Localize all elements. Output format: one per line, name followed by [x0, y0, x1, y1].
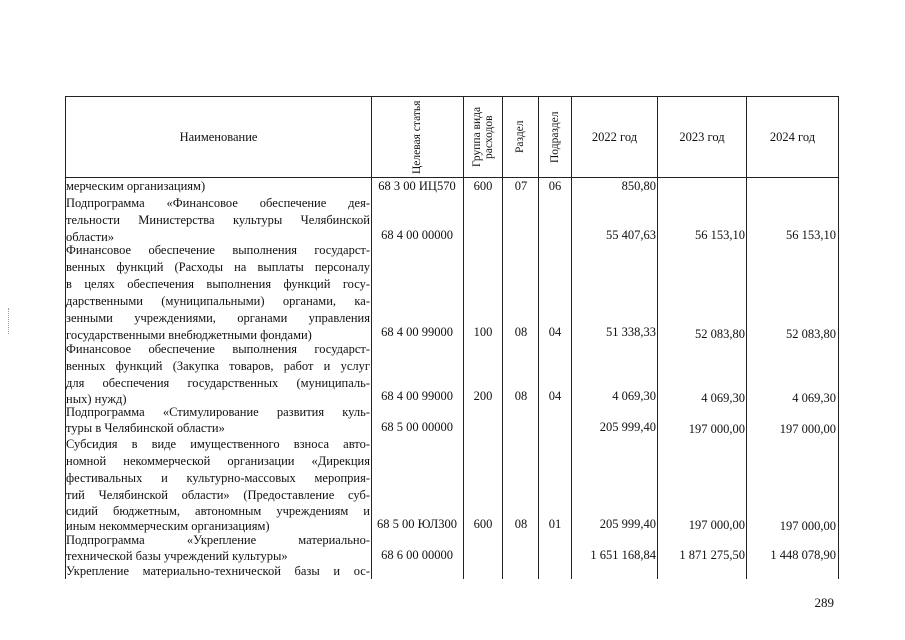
row-subsection: 06 — [548, 179, 562, 193]
row-name-line: ных) нужд) — [66, 392, 127, 406]
row-section: 07 — [514, 179, 528, 193]
row-2023: 197 000,00 — [688, 518, 745, 532]
row-2022: 4 069,30 — [612, 389, 656, 403]
row-2024: 1 448 078,90 — [770, 548, 836, 562]
row-name-line: мерческим организациям) — [66, 179, 206, 193]
row-code: 68 5 00 00000 — [381, 420, 453, 434]
col-border-kvr — [502, 96, 503, 579]
header-section: Раздел — [514, 120, 526, 154]
col-border-name — [371, 96, 372, 579]
row-name-line: Подпрограмма «Укрепление материально- — [66, 533, 370, 547]
row-kvr: 200 — [473, 389, 493, 403]
row-subsection: 04 — [548, 389, 562, 403]
row-2024: 4 069,30 — [792, 391, 836, 405]
row-name-line: технической базы учреждений культуры» — [66, 549, 288, 563]
row-name-line: тий Челябинской области» (Предоставление суб- — [66, 488, 370, 502]
row-name-line: Подпрограмма «Финансовое обеспечение дея- — [66, 196, 370, 210]
header-2022: 2022 год — [591, 129, 638, 144]
row-name-line: сидий бюджетным, автономным учреждениям и — [66, 504, 370, 518]
row-name-line: номной некоммерческой организации «Дирекция — [66, 454, 370, 468]
row-name-line: Финансовое обеспечение выполнения государст- — [66, 342, 370, 356]
row-kvr: 600 — [473, 179, 493, 193]
row-name-line: зенными учреждениями, органами управления — [66, 311, 370, 325]
row-name-line: венных функций (Расходы на выплаты персоналу — [66, 260, 370, 274]
row-subsection: 01 — [548, 517, 562, 531]
row-2024: 56 153,10 — [786, 228, 836, 242]
row-2023: 1 871 275,50 — [679, 548, 745, 562]
row-code: 68 4 00 99000 — [381, 389, 453, 403]
row-section: 08 — [514, 389, 528, 403]
row-section: 08 — [514, 517, 528, 531]
row-name-line: дарственными (муниципальными) органами, ка- — [66, 294, 370, 308]
header-code: Целевая статья — [411, 100, 423, 174]
row-2024: 197 000,00 — [779, 519, 836, 533]
row-2022: 55 407,63 — [606, 228, 656, 242]
row-2024: 52 083,80 — [786, 327, 836, 341]
row-kvr: 100 — [473, 325, 493, 339]
row-name-line: венных функций (Закупка товаров, работ и услуг — [66, 359, 370, 373]
row-name-line: тельности Министерства культуры Челябинской — [66, 213, 370, 227]
row-name-line: Финансовое обеспечение выполнения государст- — [66, 243, 370, 257]
row-2022: 51 338,33 — [606, 325, 656, 339]
col-border-right — [838, 96, 839, 579]
row-2022: 205 999,40 — [599, 420, 656, 434]
row-subsection: 04 — [548, 325, 562, 339]
row-name-line: Субсидия в виде имущественного взноса авто- — [66, 437, 370, 451]
scan-margin-mark — [8, 308, 13, 334]
header-2023: 2023 год — [679, 129, 725, 144]
row-2022: 850,80 — [621, 179, 656, 193]
row-code: 68 3 00 ИЦ570 — [378, 179, 456, 193]
header-name: Наименование — [179, 129, 258, 144]
row-name-line: области» — [66, 230, 115, 244]
row-2023: 197 000,00 — [688, 422, 745, 436]
row-name-line: для обеспечения государственных (муниципаль- — [66, 376, 370, 390]
page-number: 289 — [814, 595, 834, 610]
row-name-line: государственными внебюджетными фондами) — [66, 328, 312, 342]
row-section: 08 — [514, 325, 528, 339]
header-subsection: Подраздел — [549, 111, 561, 163]
col-border-section — [538, 96, 539, 579]
row-code: 68 4 00 00000 — [381, 228, 453, 242]
row-name-line: Подпрограмма «Стимулирование развития куль- — [66, 405, 370, 419]
header-2024: 2024 год — [769, 129, 816, 144]
row-name-line: Укрепление материально-технической базы и ос- — [66, 564, 370, 578]
row-name-line: в целях обеспечения выполнения функций госу- — [66, 277, 370, 291]
row-name-line: туры в Челябинской области» — [66, 421, 225, 435]
row-2022: 1 651 168,84 — [590, 548, 656, 562]
row-2023: 4 069,30 — [701, 391, 745, 405]
row-2023: 52 083,80 — [695, 327, 745, 341]
col-border-code — [463, 96, 464, 579]
row-2022: 205 999,40 — [599, 517, 656, 531]
row-code: 68 5 00 ЮЛ300 — [376, 517, 458, 531]
row-code: 68 4 00 99000 — [381, 325, 453, 339]
row-name-line: фестивальных и культурно-массовых мероприя- — [66, 471, 370, 485]
row-code: 68 6 00 00000 — [381, 548, 453, 562]
row-2023: 56 153,10 — [695, 228, 745, 242]
row-kvr: 600 — [473, 517, 493, 531]
row-name-line: иным некоммерческим организациям) — [66, 519, 270, 533]
header-kvr: Группа вида расходов — [471, 106, 495, 168]
row-2024: 197 000,00 — [779, 422, 836, 436]
